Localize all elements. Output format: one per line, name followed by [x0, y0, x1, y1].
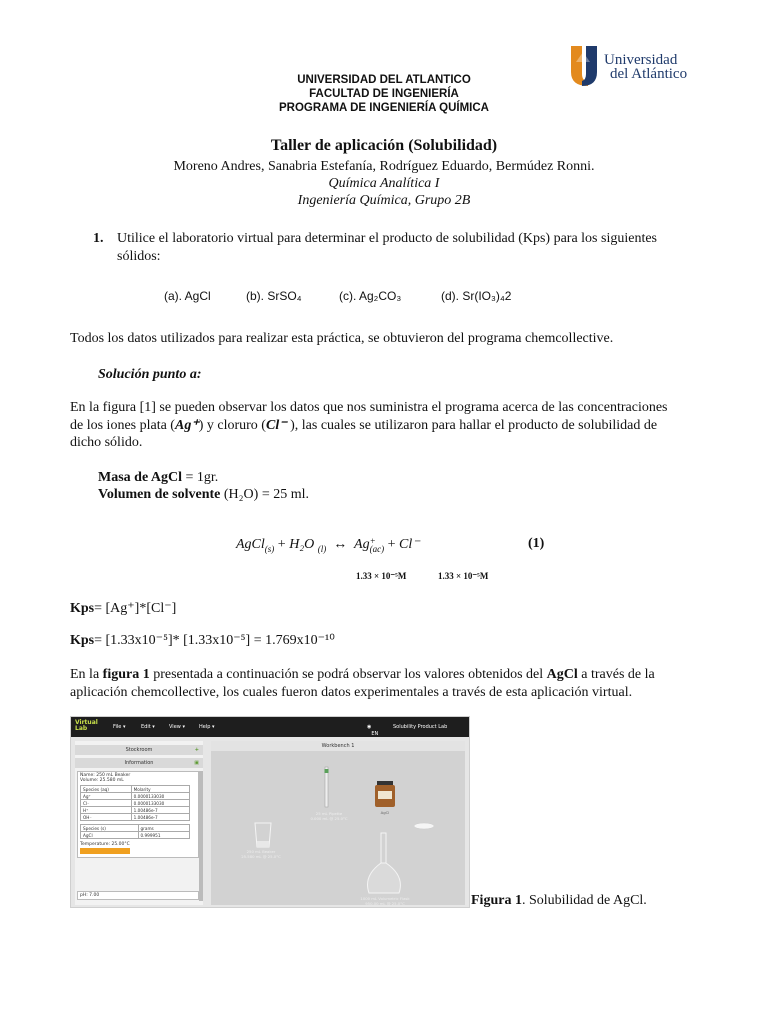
conc-ag: 1.33 × 10⁻⁵M — [356, 571, 407, 581]
language-toggle[interactable]: ◉ EN — [367, 724, 379, 737]
table-row: OH⁻ 1.00486e-7 — [81, 814, 190, 821]
ph-display: pH: 7.00 — [77, 891, 199, 900]
mass-line: Masa de AgCl = 1gr. — [98, 470, 219, 485]
question-number: 1. — [93, 231, 104, 246]
volume-line: Volumen de solvente (H₂O) = 25 ml. — [98, 487, 309, 502]
figure-caption: Figura 1. Solubilidad de AgCl. — [471, 893, 647, 908]
menu-file[interactable]: File ▾ — [113, 724, 126, 730]
menu-edit[interactable]: Edit ▾ — [141, 724, 155, 730]
chloride-ion: Cl⁻ — [265, 417, 287, 433]
logo-text: Universidad del Atlántico — [604, 52, 688, 82]
volumetric-flask-icon[interactable] — [368, 833, 401, 893]
course-name: Química Analítica I — [328, 176, 440, 191]
conc-cl: 1.33 × 10⁻⁵M — [438, 571, 489, 581]
faculty-name: FACULTAD DE INGENIERÍA — [309, 88, 459, 100]
aqueous-species-table: Species (aq) Molarity Ag⁺ 0.0000133030 Cl⁻ 0.0000133030 H⁺ 1.00486e-7 OH⁻ 1.00486e-7 — [80, 785, 190, 821]
workbench-tab[interactable]: Workbench 1 — [211, 741, 465, 751]
agcl-jar-icon[interactable] — [375, 781, 395, 807]
menu-help[interactable]: Help ▾ — [199, 724, 215, 730]
option-a: (a). AgCl — [164, 289, 211, 303]
table-row: H⁺ 1.00486e-7 — [81, 807, 190, 814]
left-panel — [75, 741, 203, 905]
document-title: Taller de aplicación (Solubilidad) — [270, 137, 498, 154]
paragraph-1: En la figura [1] se pueden observar los datos que nos suministra el programa acerca de las concentraciones de los iones plata (Ag⁺) y cloruro (Cl⁻ ), las cuales se utilizaron para hallar el producto de solubilidad de dicho sólido. — [70, 400, 668, 450]
plus-icon: + — [194, 747, 199, 753]
table-row: Cl⁻ 0.0000133030 — [81, 800, 190, 807]
option-d: (d). Sr(IO₃)₄2 — [441, 289, 512, 303]
program-group: Ingeniería Química, Grupo 2B — [297, 193, 471, 208]
silver-ion: Ag⁺ — [174, 417, 199, 433]
pipette-icon[interactable] — [325, 767, 329, 807]
virtual-lab-screenshot — [70, 716, 470, 908]
workbench: Workbench 1 25 mL Pipette 0.000 mL @ 25.0°C AgCl 250 mL Beaker 25.580 mL @ 25.0°C 1000 mL Volumetric Flask 950.00 mL @ 25.0°C — [211, 741, 465, 905]
beaker-icon[interactable] — [255, 823, 271, 847]
temperature-bar[interactable] — [80, 848, 130, 854]
dissolution-equation: AgCl$_{(s)}$ + H₂O $_{(l)}$ ↔ Ag + (ac) + Cl⁻ — [236, 535, 420, 554]
information-header[interactable]: Information ▣ — [75, 758, 203, 768]
logo-u-icon — [568, 44, 608, 88]
intro-text: Todos los datos utilizados para realizar esta práctica, se obtuvieron del programa chemcollective. — [70, 331, 614, 346]
table-row: Ag⁺ 0.0000133030 — [81, 793, 190, 800]
lab-title: Solubility Product Lab — [393, 724, 448, 730]
option-c: (c). Ag₂CO₃ — [339, 289, 402, 303]
program-name: PROGRAMA DE INGENIERÍA QUÍMICA — [279, 102, 489, 114]
paragraph-2: En la figura 1 presentada a continuación se podrá observar los valores obtenidos del AgCl a través de la aplicación chemcollective, los cuales fueron datos experimentales a través de esta aplicación virtual. — [70, 667, 655, 700]
info-box: Name: 250 mL Beaker Volume: 25.580 mL Species (aq) Molarity Ag⁺ 0.0000133030 Cl⁻ 0.0000133030 H⁺ 1.00486e-7 OH⁻ 1.00486e-7 Species (s) grams AgCl 0.999951 Temperature: 25.00°C — [77, 771, 199, 858]
option-b: (b). SrSO₄ — [246, 289, 302, 303]
panel-scrollbar[interactable] — [199, 771, 203, 901]
menu-view[interactable]: View ▾ — [169, 724, 185, 730]
stockroom-header[interactable]: Stockroom + — [75, 745, 203, 755]
authors: Moreno Andres, Sanabria Estefanía, Rodríguez Eduardo, Bermúdez Ronni. — [173, 159, 595, 174]
workbench-items — [211, 751, 465, 905]
kps-formula: Kps= [Ag⁺]*[Cl⁻] — [70, 601, 177, 616]
collapse-icon: ▣ — [194, 760, 199, 766]
kps-calculation: Kps= [1.33x10⁻⁵]* [1.33x10⁻⁵] = 1.769x10⁻¹⁰ — [70, 633, 335, 648]
university-name: UNIVERSIDAD DEL ATLANTICO — [297, 74, 471, 86]
question-text: Utilice el laboratorio virtual para determinar el producto de solubilidad (Kps) para los siguientes sólidos: — [117, 231, 657, 264]
table-row: AgCl 0.999951 — [81, 832, 190, 839]
app-menubar — [71, 717, 469, 737]
virtual-lab-logo: Virtual Lab — [75, 719, 98, 732]
solution-heading: Solución punto a: — [98, 367, 202, 382]
equation-number: (1) — [528, 536, 545, 551]
watch-glass-icon[interactable] — [414, 823, 434, 829]
solid-species-table: Species (s) grams AgCl 0.999951 — [80, 824, 190, 839]
